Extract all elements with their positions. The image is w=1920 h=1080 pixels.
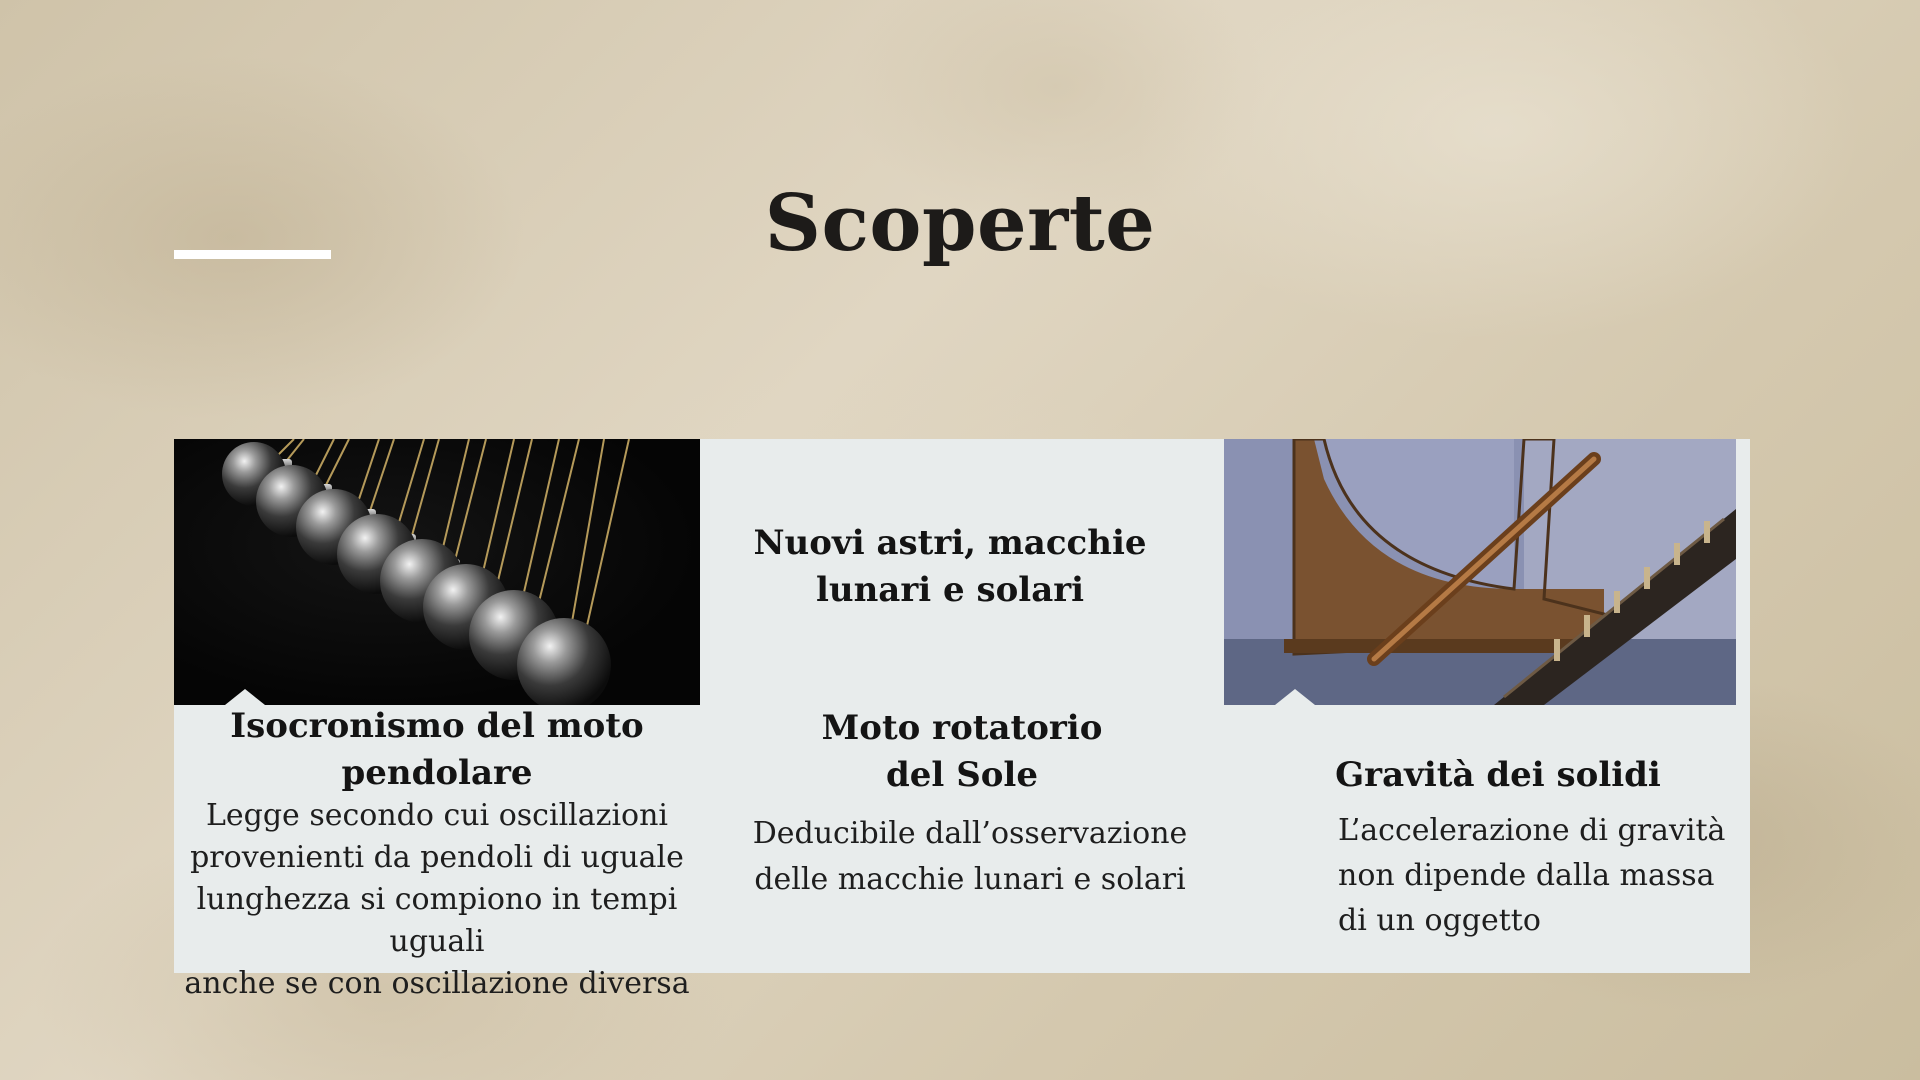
pendulum-photo [174, 439, 700, 705]
card-body-line: lunghezza si compiono in tempi uguali [196, 882, 678, 959]
card-body-line: non dipende dalla massa [1338, 858, 1715, 893]
card-heading-new-stars [700, 520, 1200, 614]
card-heading-line: lunari e solari [815, 570, 1085, 610]
card-body-sun-rotation [720, 811, 1220, 903]
card-body-line: L’accelerazione di gravità [1338, 813, 1726, 848]
card-body-line: delle macchie lunari e solari [754, 862, 1186, 897]
card-body-isochronism [174, 795, 700, 1005]
card-heading-line: Gravità dei solidi [1335, 755, 1661, 795]
card-heading-line: Moto rotatorio [821, 708, 1103, 748]
slide-title: Scoperte [764, 178, 1156, 269]
card-heading-sun-rotation [712, 705, 1212, 799]
card-heading-line: Nuovi astri, macchie [753, 523, 1147, 563]
card-heading-line: Isocronismo del moto [230, 706, 644, 746]
card-body-line: Legge secondo cui oscillazioni [205, 798, 669, 833]
inclined-plane-photo [1224, 439, 1736, 705]
card-body-gravity [1338, 808, 1738, 943]
card-heading-gravity [1224, 752, 1772, 799]
card-body-line: anche se con oscillazione diversa [184, 966, 690, 1001]
inclined-plane-caption-notch [1275, 689, 1315, 705]
card-heading-line: del Sole [886, 755, 1038, 795]
card-body-line: provenienti da pendoli di uguale [190, 840, 684, 875]
card-body-line: di un oggetto [1338, 903, 1541, 938]
card-body-line: Deducibile dall’osservazione [752, 816, 1188, 851]
card-heading-line: pendolare [341, 753, 533, 793]
card-heading-isochronism [174, 703, 700, 797]
